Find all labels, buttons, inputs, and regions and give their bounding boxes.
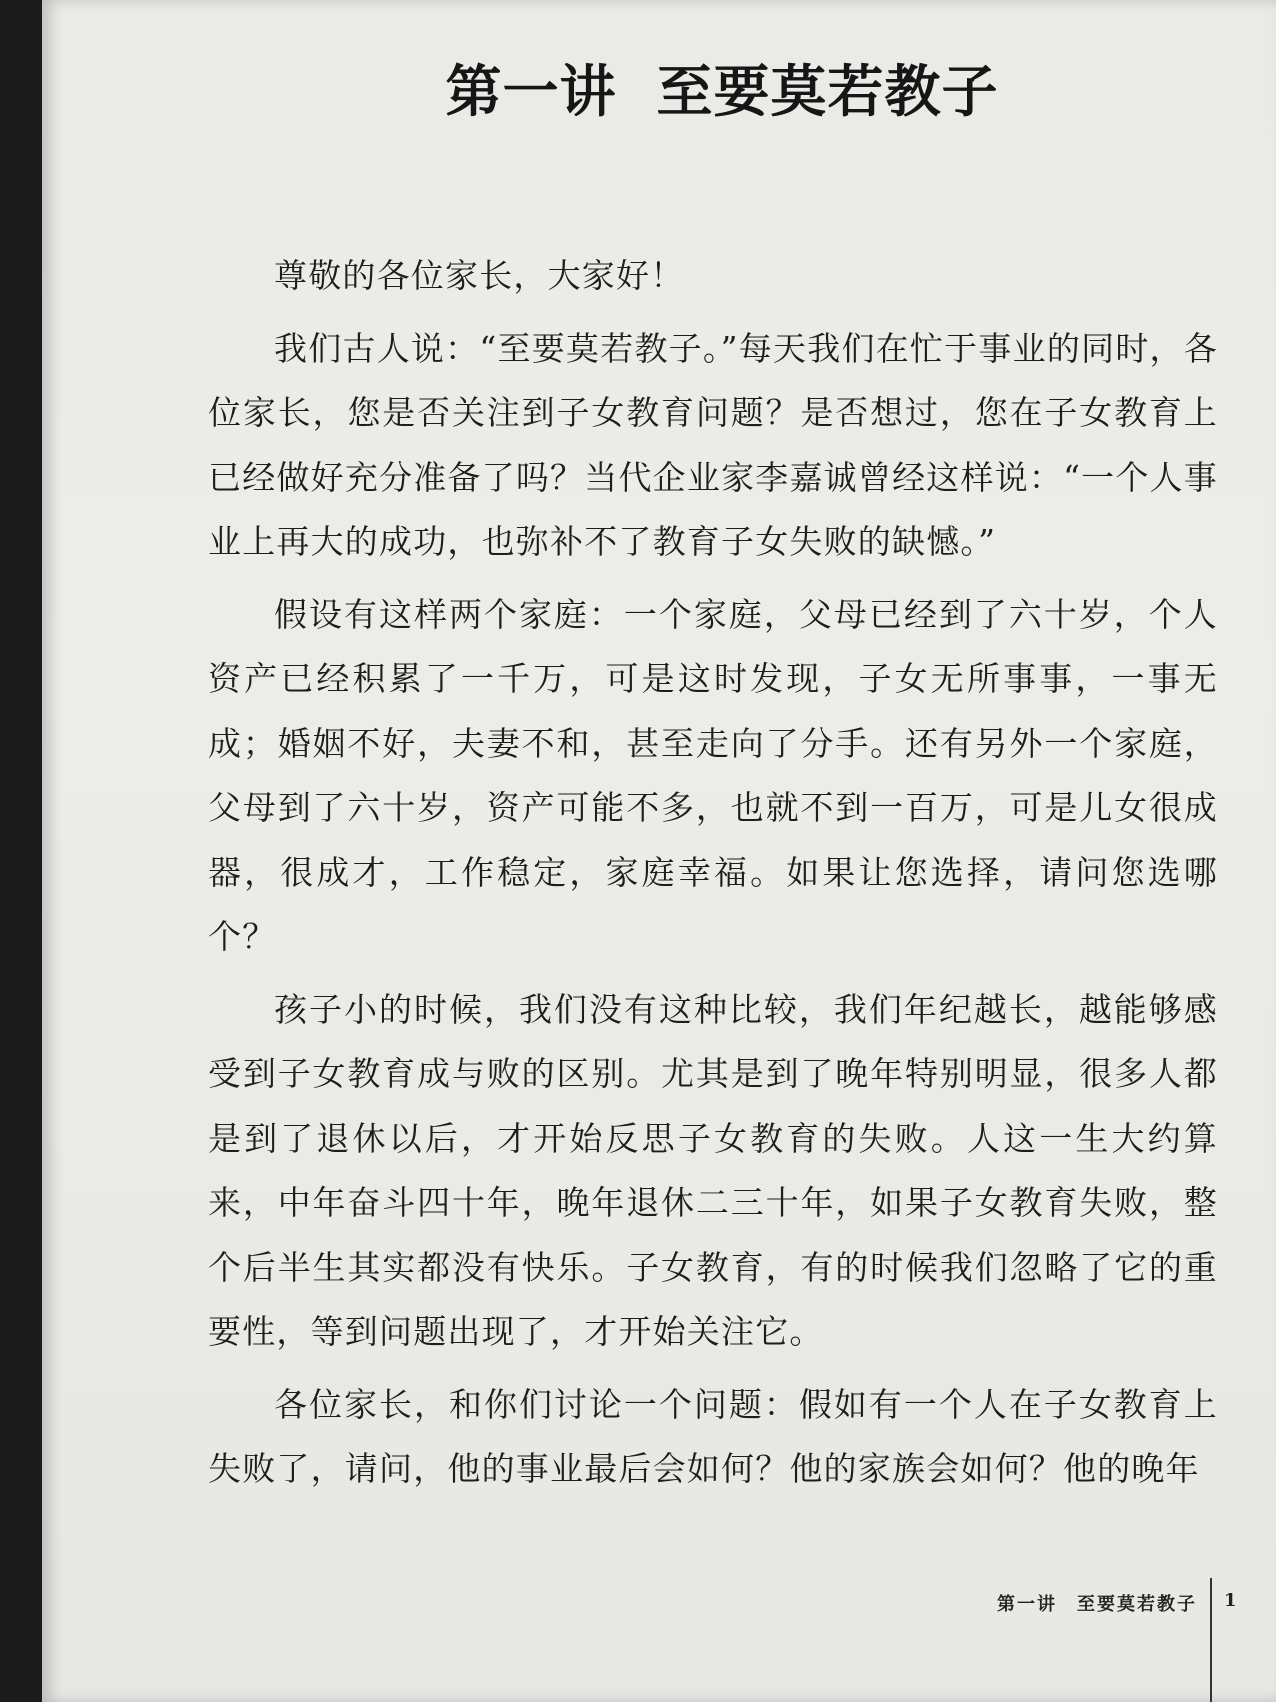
paragraph-quote: 我们古人说：“至要莫若教子。”每天我们在忙于事业的同时，各位家长，您是否关注到子女教育问题？是否想过，您在子女教育上已经做好充分准备了吗？当代企业家李嘉诚曾经这样说：“一个人事业上再大的成功，也弥补不了教育子女失败的缺憾。” <box>208 328 1218 561</box>
page-number: 1 <box>1224 1590 1237 1611</box>
footer-divider <box>1210 1578 1212 1702</box>
paragraph-comparison: 孩子小的时候，我们没有这种比较，我们年纪越长，越能够感受到子女教育成与败的区别。尤其是到了晚年特别明显，很多人都是到了退休以后，才开始反思子女教育的失败。人这一生大约算来，中年奋斗四十年，晚年退休二三十年，如果子女教育失败，整个后半生其实都没有快乐。子女教育，有的时候我们忽略了它的重要性，等到问题出现了，才开始关注它。 <box>208 989 1218 1351</box>
chapter-number: 第一讲 <box>445 60 617 125</box>
running-head: 第一讲 至要莫若教子 <box>997 1594 1197 1615</box>
paragraph-greeting: 尊敬的各位家长，大家好！ <box>274 256 685 295</box>
chapter-title <box>42 48 1276 128</box>
body-text <box>208 244 1218 1510</box>
paragraph-two-families: 假设有这样两个家庭：一个家庭，父母已经到了六十岁，个人资产已经积累了一千万，可是这时发现，子女无所事事，一事无成；婚姻不好，夫妻不和，甚至走向了分手。还有另外一个家庭，父母到了六十岁，资产可能不多，也就不到一百万，可是儿女很成器，很成才，工作稳定，家庭幸福。如果让您选择，请问您选哪个？ <box>208 594 1218 956</box>
book-page <box>42 0 1276 1702</box>
paragraph-question: 各位家长，和你们讨论一个问题：假如有一个人在子女教育上失败了，请问，他的事业最后会如何？他的家族会如何？他的晚年 <box>208 1384 1218 1488</box>
chapter-name: 至要莫若教子 <box>656 60 999 125</box>
